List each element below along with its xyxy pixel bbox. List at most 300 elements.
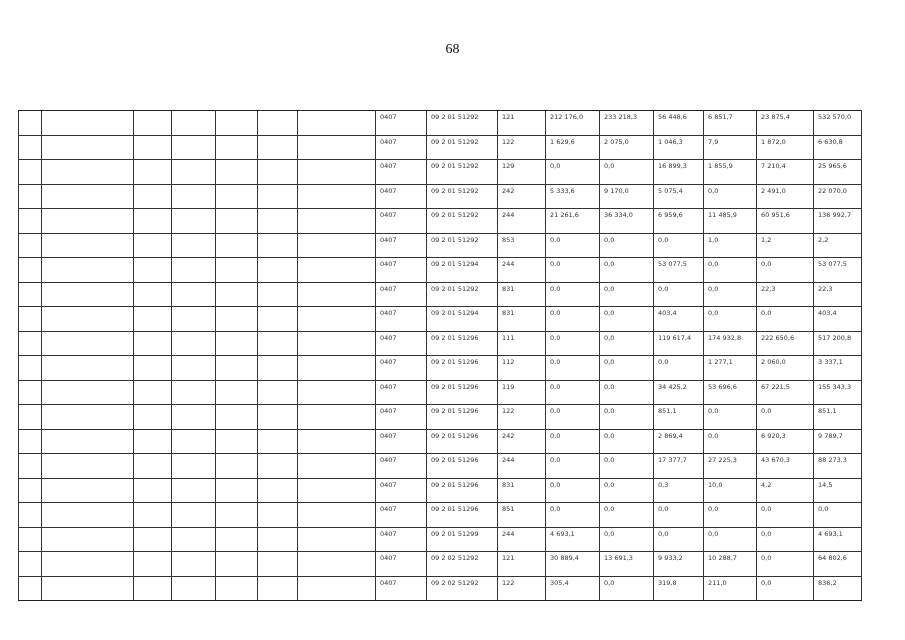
empty-cell	[42, 307, 134, 332]
empty-cell	[258, 307, 298, 332]
year-2-value-cell: 0,0	[600, 429, 654, 454]
empty-cell	[298, 160, 376, 185]
expense-type-cell: 121	[498, 111, 546, 136]
section-code-cell: 0407	[376, 429, 427, 454]
year-2-value-cell: 0,0	[600, 331, 654, 356]
expense-type-cell: 122	[498, 135, 546, 160]
section-code-cell: 0407	[376, 405, 427, 430]
section-code-cell: 0407	[376, 478, 427, 503]
empty-cell	[134, 380, 172, 405]
empty-cell	[258, 429, 298, 454]
empty-cell	[298, 331, 376, 356]
total-value-cell: 2,2	[814, 233, 862, 258]
empty-cell	[134, 527, 172, 552]
empty-cell	[19, 282, 42, 307]
empty-cell	[172, 478, 216, 503]
section-code-cell: 0407	[376, 576, 427, 601]
empty-cell	[19, 356, 42, 381]
empty-cell	[172, 405, 216, 430]
empty-cell	[258, 111, 298, 136]
year-5-value-cell: 0,0	[757, 576, 814, 601]
year-1-value-cell: 0,0	[546, 282, 600, 307]
empty-cell	[298, 307, 376, 332]
expense-type-cell: 244	[498, 209, 546, 234]
year-3-value-cell: 16 899,3	[654, 160, 704, 185]
empty-cell	[42, 331, 134, 356]
empty-cell	[19, 454, 42, 479]
total-value-cell: 155 343,3	[814, 380, 862, 405]
section-code-cell: 0407	[376, 503, 427, 528]
table-row	[19, 478, 862, 503]
empty-cell	[19, 209, 42, 234]
expense-type-cell: 244	[498, 258, 546, 283]
year-1-value-cell: 0,0	[546, 503, 600, 528]
year-2-value-cell: 0,0	[600, 454, 654, 479]
table-row	[19, 405, 862, 430]
year-5-value-cell: 0,0	[757, 527, 814, 552]
year-1-value-cell: 1 629,6	[546, 135, 600, 160]
year-2-value-cell: 36 334,0	[600, 209, 654, 234]
year-1-value-cell: 0,0	[546, 478, 600, 503]
empty-cell	[172, 135, 216, 160]
empty-cell	[172, 160, 216, 185]
empty-cell	[216, 454, 258, 479]
target-article-cell: 09 2 01 51292	[427, 209, 498, 234]
empty-cell	[298, 405, 376, 430]
empty-cell	[216, 552, 258, 577]
empty-cell	[298, 576, 376, 601]
target-article-cell: 09 2 01 51294	[427, 307, 498, 332]
year-2-value-cell: 9 170,0	[600, 184, 654, 209]
year-3-value-cell: 9 933,2	[654, 552, 704, 577]
empty-cell	[258, 135, 298, 160]
section-code-cell: 0407	[376, 135, 427, 160]
empty-cell	[134, 282, 172, 307]
expense-type-cell: 244	[498, 527, 546, 552]
empty-cell	[19, 552, 42, 577]
expense-type-cell: 112	[498, 356, 546, 381]
year-2-value-cell: 13 691,3	[600, 552, 654, 577]
year-2-value-cell: 233 218,3	[600, 111, 654, 136]
year-5-value-cell: 7 210,4	[757, 160, 814, 185]
empty-cell	[216, 282, 258, 307]
section-code-cell: 0407	[376, 258, 427, 283]
year-4-value-cell: 0,0	[704, 429, 757, 454]
target-article-cell: 09 2 01 51292	[427, 135, 498, 160]
year-5-value-cell: 4,2	[757, 478, 814, 503]
year-4-value-cell: 10 288,7	[704, 552, 757, 577]
budget-table	[18, 110, 862, 601]
year-5-value-cell: 2 491,0	[757, 184, 814, 209]
empty-cell	[134, 160, 172, 185]
empty-cell	[258, 576, 298, 601]
empty-cell	[42, 478, 134, 503]
empty-cell	[172, 576, 216, 601]
year-5-value-cell: 0,0	[757, 307, 814, 332]
empty-cell	[134, 429, 172, 454]
empty-cell	[19, 331, 42, 356]
empty-cell	[134, 135, 172, 160]
empty-cell	[19, 429, 42, 454]
empty-cell	[42, 576, 134, 601]
empty-cell	[172, 552, 216, 577]
empty-cell	[172, 233, 216, 258]
empty-cell	[134, 478, 172, 503]
year-2-value-cell: 0,0	[600, 282, 654, 307]
year-5-value-cell: 6 920,3	[757, 429, 814, 454]
empty-cell	[172, 503, 216, 528]
year-2-value-cell: 0,0	[600, 160, 654, 185]
total-value-cell: 517 200,8	[814, 331, 862, 356]
target-article-cell: 09 2 01 51292	[427, 111, 498, 136]
empty-cell	[298, 503, 376, 528]
year-5-value-cell: 22,3	[757, 282, 814, 307]
table-row	[19, 527, 862, 552]
year-4-value-cell: 0,0	[704, 307, 757, 332]
section-code-cell: 0407	[376, 282, 427, 307]
empty-cell	[258, 233, 298, 258]
year-4-value-cell: 1,0	[704, 233, 757, 258]
year-4-value-cell: 0,0	[704, 503, 757, 528]
year-3-value-cell: 0,0	[654, 356, 704, 381]
empty-cell	[298, 356, 376, 381]
table-row	[19, 576, 862, 601]
target-article-cell: 09 2 02 51292	[427, 552, 498, 577]
empty-cell	[19, 503, 42, 528]
section-code-cell: 0407	[376, 454, 427, 479]
year-5-value-cell: 2 060,0	[757, 356, 814, 381]
year-4-value-cell: 1 855,9	[704, 160, 757, 185]
total-value-cell: 53 077,5	[814, 258, 862, 283]
year-1-value-cell: 305,4	[546, 576, 600, 601]
year-1-value-cell: 0,0	[546, 331, 600, 356]
empty-cell	[19, 478, 42, 503]
empty-cell	[216, 429, 258, 454]
year-3-value-cell: 403,4	[654, 307, 704, 332]
section-code-cell: 0407	[376, 356, 427, 381]
empty-cell	[42, 111, 134, 136]
empty-cell	[216, 405, 258, 430]
total-value-cell: 22,3	[814, 282, 862, 307]
empty-cell	[172, 527, 216, 552]
expense-type-cell: 122	[498, 576, 546, 601]
total-value-cell: 851,1	[814, 405, 862, 430]
empty-cell	[134, 454, 172, 479]
year-4-value-cell: 7,9	[704, 135, 757, 160]
table-row	[19, 356, 862, 381]
table-row	[19, 135, 862, 160]
year-3-value-cell: 0,0	[654, 233, 704, 258]
empty-cell	[42, 135, 134, 160]
year-5-value-cell: 67 221,5	[757, 380, 814, 405]
year-3-value-cell: 53 077,5	[654, 258, 704, 283]
target-article-cell: 09 2 01 51292	[427, 282, 498, 307]
table-row	[19, 160, 862, 185]
table-row	[19, 184, 862, 209]
year-1-value-cell: 5 333,6	[546, 184, 600, 209]
year-2-value-cell: 0,0	[600, 478, 654, 503]
empty-cell	[42, 282, 134, 307]
empty-cell	[216, 356, 258, 381]
year-3-value-cell: 17 377,7	[654, 454, 704, 479]
empty-cell	[258, 405, 298, 430]
empty-cell	[258, 454, 298, 479]
empty-cell	[134, 258, 172, 283]
section-code-cell: 0407	[376, 233, 427, 258]
empty-cell	[298, 135, 376, 160]
empty-cell	[19, 405, 42, 430]
expense-type-cell: 121	[498, 552, 546, 577]
expense-type-cell: 129	[498, 160, 546, 185]
target-article-cell: 09 2 01 51296	[427, 454, 498, 479]
empty-cell	[172, 184, 216, 209]
empty-cell	[216, 380, 258, 405]
total-value-cell: 22 070,0	[814, 184, 862, 209]
target-article-cell: 09 2 02 51292	[427, 576, 498, 601]
total-value-cell: 136 992,7	[814, 209, 862, 234]
empty-cell	[298, 478, 376, 503]
year-1-value-cell: 0,0	[546, 307, 600, 332]
empty-cell	[42, 380, 134, 405]
year-1-value-cell: 212 176,0	[546, 111, 600, 136]
empty-cell	[216, 209, 258, 234]
empty-cell	[258, 209, 298, 234]
empty-cell	[172, 258, 216, 283]
year-1-value-cell: 30 889,4	[546, 552, 600, 577]
empty-cell	[298, 527, 376, 552]
empty-cell	[172, 380, 216, 405]
total-value-cell: 0,0	[814, 503, 862, 528]
year-3-value-cell: 0,0	[654, 282, 704, 307]
target-article-cell: 09 2 01 51296	[427, 429, 498, 454]
empty-cell	[216, 307, 258, 332]
target-article-cell: 09 2 01 51296	[427, 503, 498, 528]
empty-cell	[216, 160, 258, 185]
year-4-value-cell: 0,0	[704, 405, 757, 430]
year-2-value-cell: 0,0	[600, 405, 654, 430]
total-value-cell: 64 802,6	[814, 552, 862, 577]
empty-cell	[216, 331, 258, 356]
expense-type-cell: 831	[498, 307, 546, 332]
empty-cell	[216, 135, 258, 160]
target-article-cell: 09 2 01 51296	[427, 356, 498, 381]
empty-cell	[258, 331, 298, 356]
year-5-value-cell: 23 875,4	[757, 111, 814, 136]
expense-type-cell: 831	[498, 282, 546, 307]
year-2-value-cell: 0,0	[600, 258, 654, 283]
empty-cell	[19, 135, 42, 160]
table-row	[19, 503, 862, 528]
table-row	[19, 454, 862, 479]
year-1-value-cell: 0,0	[546, 454, 600, 479]
empty-cell	[134, 503, 172, 528]
empty-cell	[134, 576, 172, 601]
empty-cell	[42, 160, 134, 185]
year-4-value-cell: 11 485,9	[704, 209, 757, 234]
year-5-value-cell: 222 650,6	[757, 331, 814, 356]
empty-cell	[172, 429, 216, 454]
section-code-cell: 0407	[376, 184, 427, 209]
year-5-value-cell: 1,2	[757, 233, 814, 258]
year-2-value-cell: 2 075,0	[600, 135, 654, 160]
year-2-value-cell: 0,0	[600, 503, 654, 528]
year-1-value-cell: 4 693,1	[546, 527, 600, 552]
empty-cell	[42, 356, 134, 381]
empty-cell	[134, 405, 172, 430]
empty-cell	[42, 552, 134, 577]
target-article-cell: 09 2 01 51292	[427, 184, 498, 209]
empty-cell	[19, 576, 42, 601]
expense-type-cell: 853	[498, 233, 546, 258]
table-row	[19, 233, 862, 258]
expense-type-cell: 851	[498, 503, 546, 528]
year-1-value-cell: 0,0	[546, 233, 600, 258]
year-5-value-cell: 0,0	[757, 405, 814, 430]
empty-cell	[258, 282, 298, 307]
empty-cell	[42, 184, 134, 209]
empty-cell	[258, 478, 298, 503]
year-1-value-cell: 0,0	[546, 405, 600, 430]
empty-cell	[258, 552, 298, 577]
empty-cell	[216, 576, 258, 601]
empty-cell	[258, 380, 298, 405]
total-value-cell: 836,2	[814, 576, 862, 601]
empty-cell	[19, 184, 42, 209]
empty-cell	[42, 429, 134, 454]
empty-cell	[298, 209, 376, 234]
empty-cell	[298, 258, 376, 283]
empty-cell	[172, 307, 216, 332]
empty-cell	[19, 233, 42, 258]
year-4-value-cell: 27 225,3	[704, 454, 757, 479]
empty-cell	[172, 209, 216, 234]
total-value-cell: 88 273,3	[814, 454, 862, 479]
year-3-value-cell: 0,3	[654, 478, 704, 503]
empty-cell	[216, 527, 258, 552]
year-4-value-cell: 0,0	[704, 184, 757, 209]
table-row	[19, 331, 862, 356]
year-3-value-cell: 119 617,4	[654, 331, 704, 356]
section-code-cell: 0407	[376, 527, 427, 552]
section-code-cell: 0407	[376, 160, 427, 185]
expense-type-cell: 119	[498, 380, 546, 405]
year-5-value-cell: 1 872,0	[757, 135, 814, 160]
total-value-cell: 4 693,1	[814, 527, 862, 552]
empty-cell	[134, 184, 172, 209]
empty-cell	[298, 552, 376, 577]
empty-cell	[134, 331, 172, 356]
year-3-value-cell: 0,0	[654, 503, 704, 528]
year-3-value-cell: 56 448,6	[654, 111, 704, 136]
year-4-value-cell: 0,0	[704, 282, 757, 307]
empty-cell	[134, 307, 172, 332]
empty-cell	[134, 356, 172, 381]
year-5-value-cell: 0,0	[757, 503, 814, 528]
year-4-value-cell: 53 696,6	[704, 380, 757, 405]
empty-cell	[19, 111, 42, 136]
year-1-value-cell: 0,0	[546, 258, 600, 283]
empty-cell	[19, 307, 42, 332]
empty-cell	[258, 258, 298, 283]
year-3-value-cell: 1 046,3	[654, 135, 704, 160]
section-code-cell: 0407	[376, 331, 427, 356]
empty-cell	[258, 527, 298, 552]
year-1-value-cell: 0,0	[546, 380, 600, 405]
table-body	[19, 111, 862, 601]
empty-cell	[258, 184, 298, 209]
section-code-cell: 0407	[376, 111, 427, 136]
target-article-cell: 09 2 01 51299	[427, 527, 498, 552]
year-1-value-cell: 0,0	[546, 160, 600, 185]
empty-cell	[172, 331, 216, 356]
year-5-value-cell: 0,0	[757, 552, 814, 577]
empty-cell	[172, 454, 216, 479]
year-4-value-cell: 6 851,7	[704, 111, 757, 136]
expense-type-cell: 242	[498, 429, 546, 454]
empty-cell	[216, 233, 258, 258]
target-article-cell: 09 2 01 51296	[427, 478, 498, 503]
year-4-value-cell: 0,0	[704, 258, 757, 283]
target-article-cell: 09 2 01 51294	[427, 258, 498, 283]
target-article-cell: 09 2 01 51296	[427, 405, 498, 430]
empty-cell	[258, 356, 298, 381]
empty-cell	[298, 111, 376, 136]
year-4-value-cell: 174 932,8	[704, 331, 757, 356]
empty-cell	[42, 503, 134, 528]
empty-cell	[134, 233, 172, 258]
table-row	[19, 380, 862, 405]
table-row	[19, 282, 862, 307]
year-1-value-cell: 0,0	[546, 356, 600, 381]
year-5-value-cell: 0,0	[757, 258, 814, 283]
empty-cell	[298, 282, 376, 307]
year-2-value-cell: 0,0	[600, 527, 654, 552]
empty-cell	[19, 380, 42, 405]
empty-cell	[172, 282, 216, 307]
section-code-cell: 0407	[376, 307, 427, 332]
empty-cell	[19, 160, 42, 185]
total-value-cell: 6 630,8	[814, 135, 862, 160]
table-row	[19, 209, 862, 234]
total-value-cell: 3 337,1	[814, 356, 862, 381]
empty-cell	[258, 160, 298, 185]
expense-type-cell: 244	[498, 454, 546, 479]
empty-cell	[42, 258, 134, 283]
empty-cell	[216, 111, 258, 136]
table-row	[19, 429, 862, 454]
year-3-value-cell: 2 869,4	[654, 429, 704, 454]
empty-cell	[298, 429, 376, 454]
year-2-value-cell: 0,0	[600, 380, 654, 405]
expense-type-cell: 242	[498, 184, 546, 209]
year-4-value-cell: 0,0	[704, 527, 757, 552]
total-value-cell: 14,5	[814, 478, 862, 503]
empty-cell	[134, 111, 172, 136]
target-article-cell: 09 2 01 51292	[427, 233, 498, 258]
empty-cell	[258, 503, 298, 528]
table-row	[19, 111, 862, 136]
section-code-cell: 0407	[376, 380, 427, 405]
year-5-value-cell: 43 670,3	[757, 454, 814, 479]
empty-cell	[216, 258, 258, 283]
total-value-cell: 403,4	[814, 307, 862, 332]
expense-type-cell: 831	[498, 478, 546, 503]
section-code-cell: 0407	[376, 552, 427, 577]
empty-cell	[42, 405, 134, 430]
empty-cell	[298, 380, 376, 405]
empty-cell	[42, 527, 134, 552]
total-value-cell: 25 965,6	[814, 160, 862, 185]
